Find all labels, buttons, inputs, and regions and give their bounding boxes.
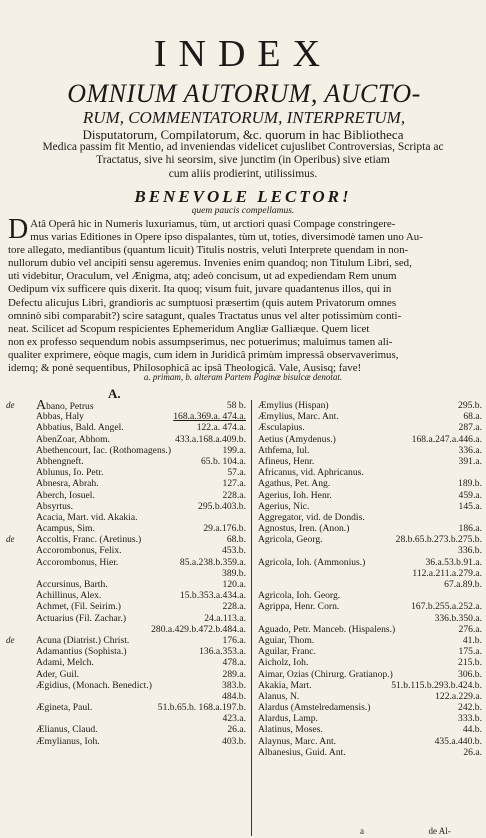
entry-pages: 478.a. — [222, 657, 246, 669]
entry-author: Acuna (Diatrist.) Christ. — [36, 634, 130, 646]
index-entry — [258, 747, 482, 758]
entry-pages: 389.b. — [222, 567, 246, 579]
entry-pages: 306.b. — [458, 668, 482, 680]
entry-pages: 189.b. — [458, 478, 482, 490]
benevole-heading: BENEVOLE LECTOR! — [134, 187, 352, 206]
entry-author: Agricola, Georg. — [258, 534, 323, 546]
entry-pages: 176.a. — [222, 634, 246, 646]
entry-author: Adamantius (Sophista.) — [36, 646, 127, 658]
entry-pages: 175.a. — [458, 646, 482, 658]
entry-author: Æmylius (Hispan) — [258, 400, 329, 411]
index-entry — [6, 568, 246, 579]
preface-line: idemq; & ponè sequentibus, Philosophicâ ac ipsâ Theologicâ. Vale, Ausisq; fave! — [8, 362, 362, 375]
entry-pages: 336.a. — [458, 444, 482, 456]
index-entry — [258, 434, 482, 445]
entry-author: Ælianus, Claud. — [36, 724, 98, 736]
index-entry — [6, 680, 246, 691]
preface-line: nullorum dubio vel ancipiti sensu ageremus. Invenies enim quandoq; non Titulum Libri, sed, — [8, 257, 412, 270]
entry-pages: 122.a.229.a. — [435, 690, 482, 702]
entry-pages: 287.a. — [458, 422, 482, 434]
index-entry — [258, 613, 482, 624]
entry-pages: 391.a. — [458, 455, 482, 467]
entry-pages: 29.a.176.b. — [203, 523, 246, 535]
index-entry — [6, 724, 246, 735]
entry-author: Acacia, Mart. vid. Akakia. — [36, 511, 138, 523]
index-entry — [258, 635, 482, 646]
preface-line: neat. Scilicet ad Scopum respicientes Ephemeridum Angliæ Galliæque. Quem licet — [8, 322, 370, 335]
preface-line: tore allegato, mediantibus (quantum licuit) Titulis nostris, veluti Interprete quendam in non- — [8, 244, 409, 257]
index-entry — [6, 545, 246, 556]
entry-author: Æginetа, Paul. — [36, 702, 93, 714]
index-entry — [6, 512, 246, 523]
entry-pages: 122.a. 474.a. — [196, 422, 246, 434]
entry-pages: 167.b.255.a.252.a. — [411, 601, 482, 613]
entry-author: Ader, Guil. — [36, 668, 80, 680]
index-entry — [6, 635, 246, 646]
footer-catchword — [360, 826, 451, 836]
entry-author: Actuarius (Fil. Zachar.) — [36, 612, 127, 624]
entry-author: Agrippa, Henr. Corn. — [258, 601, 340, 613]
entry-author: Agerius, Nic. — [258, 500, 310, 512]
entry-author: Accoltis, Franc. (Aretinus.) — [36, 534, 142, 546]
index-entry — [6, 657, 246, 668]
entry-pages: 336.b.350.a. — [434, 612, 482, 624]
entry-author: Accorombonus, Hier. — [36, 556, 119, 568]
index-entry — [6, 445, 246, 456]
index-entry — [258, 478, 482, 489]
index-entry — [6, 579, 246, 590]
entry-author: Alardus, Lamp. — [258, 713, 318, 725]
entry-pages: 58 b. — [226, 400, 246, 411]
entry-pages: 295.b.403.b. — [198, 500, 246, 512]
benevole-subheading: quem paucis compellamus. — [191, 206, 295, 216]
index-entry — [6, 601, 246, 612]
title-description — [10, 128, 476, 181]
entry-pages: 168.a.247.a.446.a. — [411, 433, 482, 445]
entry-pages: 36.a.53.b.91.a. — [425, 556, 482, 568]
entry-pages: 145.a. — [458, 500, 482, 512]
index-entry — [258, 568, 482, 579]
entry-author: Aggregator, vid. de Dondis. — [258, 511, 365, 523]
entry-pages: 51.b.115.b.293.b.424.b. — [391, 679, 482, 691]
index-entry — [6, 478, 246, 489]
index-entry — [258, 646, 482, 657]
index-entry — [258, 557, 482, 568]
entry-prefix: de — [6, 634, 15, 645]
preface-paragraph — [8, 214, 478, 375]
entry-pages: 215.b. — [458, 657, 482, 669]
entry-pages: 276.a. — [458, 623, 482, 635]
index-entry — [6, 624, 246, 635]
index-entry — [258, 523, 482, 534]
index-entry — [258, 601, 482, 612]
entry-author: Agricola, Ioh. Georg. — [258, 590, 341, 602]
index-entry — [258, 534, 482, 545]
entry-author: Ablunus, Io. Petr. — [36, 467, 104, 479]
preface-line: Defectu alicujus Libri, grandioris ac sumptuosi præsertim (quis autem Privatorum omnes — [8, 296, 397, 309]
index-entry — [258, 456, 482, 467]
entry-pages: 228.a. — [222, 489, 246, 501]
entry-author: Akakia, Mart. — [258, 679, 312, 691]
entry-author: Absyrtus. — [36, 500, 74, 512]
entry-pages: 433.a.168.a.409.b. — [175, 433, 246, 445]
entry-author: Aguilar, Franc. — [258, 646, 316, 658]
index-entry — [6, 691, 246, 702]
entry-pages: 26.a. — [463, 746, 482, 758]
entry-pages: 168.a.369.a. 474.a. — [173, 411, 246, 423]
index-column-left — [6, 400, 246, 747]
index-entry — [6, 456, 246, 467]
entry-pages: 24.a.113.a. — [204, 612, 246, 624]
index-entry — [6, 590, 246, 601]
entry-pages: 15.b.353.a.434.a. — [179, 590, 246, 602]
entry-author: Aguiar, Thom. — [258, 634, 315, 646]
entry-author: Aetius (Amydenus.) — [258, 433, 336, 445]
entry-author: Abnesra, Abrah. — [36, 478, 99, 490]
entry-author: AbenZoar, Abhom. — [36, 433, 110, 445]
entry-author: Africanus, vid. Aphricanus. — [258, 467, 364, 479]
entry-pages: 333.b. — [458, 713, 482, 725]
entry-author: Æsculapius. — [258, 422, 305, 434]
entry-author: Agathus, Pet. Ang. — [258, 478, 331, 490]
entry-pages: 280.a.429.b.472.b.484.a. — [151, 623, 246, 635]
page-subtitle-2: RUM, COMMENTATORUM, INTERPRETUM, — [82, 108, 406, 127]
index-entry — [258, 422, 482, 433]
preface-line: Oedipum vix sufficere quis dixerit. Ita quoq; visum fuit, juvare quadantenus illos, qui in — [8, 283, 392, 296]
entry-author: Agricola, Ioh. (Ammonius.) — [258, 556, 366, 568]
entry-author: Acampus, Sim. — [36, 523, 95, 535]
entry-pages: 85.a.238.b.359.a. — [179, 556, 246, 568]
entry-author: Æmylianus, Ioh. — [36, 735, 100, 747]
entry-pages: 242.b. — [458, 702, 482, 714]
section-letter: A. — [108, 386, 121, 401]
index-entry — [6, 534, 246, 545]
index-entry — [6, 736, 246, 747]
entry-author: Abbatius, Bald. Angel. — [36, 422, 124, 434]
preface-line: qualiter exprimere, eòque magis, cum idem in Juridicâ primùm impressâ observaverimus, — [8, 348, 399, 361]
drop-cap: D — [8, 214, 29, 245]
title-line: Medica passim fit Mentio, ad inveniendas videlicet cujuslibet Controversias, Scripta ac — [42, 141, 444, 154]
title-line: Disputatorum, Compilatorum, &c. quorum in hac Bibliotheca — [82, 128, 404, 142]
entry-pages: 186.a. — [458, 523, 482, 535]
index-entry — [6, 501, 246, 512]
entry-prefix: de — [6, 534, 15, 545]
entry-pages: 228.a. — [222, 601, 246, 613]
index-entry — [6, 422, 246, 433]
index-entry — [6, 646, 246, 657]
entry-author: Agerius, Ioh. Henr. — [258, 489, 332, 501]
index-entry — [258, 545, 482, 556]
index-entry — [258, 490, 482, 501]
entry-pages: 403.b. — [222, 735, 246, 747]
index-entry — [258, 624, 482, 635]
entry-author: Ægidius, (Monach. Benedict.) — [36, 679, 152, 691]
index-entry — [6, 613, 246, 624]
entry-pages: 484.b. — [222, 690, 246, 702]
page-title: INDEX — [153, 33, 333, 75]
index-entry — [258, 736, 482, 747]
entry-author: Accursinus, Barth. — [36, 579, 108, 590]
entry-author: Abhengneft. — [36, 455, 84, 467]
preface-line: omninò sibi comparabit?) scire satagunt, quales Tractatus unus vel alter potissimùm conti- — [8, 309, 402, 322]
title-line: cum aliis prodierint, utilissimus. — [168, 167, 318, 180]
entry-author: Adami, Melch. — [36, 657, 94, 669]
entry-pages: 136.a.353.a. — [199, 646, 246, 658]
entry-pages: 28.b.65.b.273.b.275.b. — [395, 534, 482, 546]
entry-author: Aimar, Ozias (Chirurg. Gratianop.) — [258, 668, 393, 680]
entry-pages: 120.a. — [222, 579, 246, 590]
index-entry — [6, 669, 246, 680]
index-entry — [6, 411, 246, 422]
entry-pages: 57.a. — [227, 467, 246, 479]
index-entry — [258, 590, 482, 601]
index-entry — [6, 467, 246, 478]
entry-pages: 289.a. — [222, 668, 246, 680]
entry-author: Accorombonus, Felix. — [36, 545, 122, 557]
entry-pages: 26.a. — [227, 724, 246, 736]
index-entry — [258, 669, 482, 680]
entry-author: Abbas, Haly — [36, 411, 84, 423]
entry-author: Abethencourt, Iac. (Rothomagens.) — [36, 444, 172, 456]
index-entry — [258, 467, 482, 478]
entry-author: Achmet, (Fil. Seirim.) — [36, 601, 121, 613]
entry-author: Aberch, Iosuel. — [36, 489, 95, 501]
entry-prefix: de — [6, 400, 15, 410]
index-entry — [6, 713, 246, 724]
index-entry — [258, 512, 482, 523]
footer-signature: a — [360, 826, 364, 836]
entry-pages: 383.b. — [222, 679, 246, 691]
entry-author: Alardus (Amstelredamensis.) — [258, 702, 371, 714]
index-entry — [6, 490, 246, 501]
index-entry — [258, 445, 482, 456]
entry-pages: 453.b. — [222, 545, 246, 557]
entry-author: Aicholz, Ioh. — [258, 657, 309, 669]
entry-author: Afineus, Henr. — [258, 455, 315, 467]
entry-pages: 44.b. — [462, 724, 482, 736]
page-subtitle: OMNIUM AUTORUM, AUCTO- — [67, 79, 421, 108]
page-note: a. primam, b. alteram Partem Paginæ bisulcæ denotat. — [143, 372, 343, 382]
index-entry — [258, 579, 482, 590]
footer-next-word: de Al- — [428, 826, 451, 836]
entry-pages: 199.a. — [222, 444, 246, 456]
preface-line: uti videbitur, Oraculum, vel Ænigma, atq; adeò concisum, ut ad expediendam Rem unum — [8, 270, 397, 283]
index-entry — [258, 657, 482, 668]
entry-pages: 127.a. — [222, 478, 246, 490]
entry-author: Albanesius, Guid. Ant. — [258, 746, 346, 758]
index-entry — [258, 501, 482, 512]
column-divider — [251, 400, 252, 836]
index-entry — [6, 434, 246, 445]
entry-pages: 51.b.65.b. 168.a.197.b. — [157, 702, 246, 714]
entry-pages: 68.b. — [226, 534, 246, 546]
index-entry — [258, 411, 482, 422]
entry-pages: 67.a.89.b. — [444, 579, 482, 590]
entry-author: Agnostus, Iren. (Anon.) — [258, 523, 350, 535]
entry-author: Abano, Petrus — [36, 398, 94, 413]
index-entry — [258, 702, 482, 713]
entry-author: Alanus, N. — [258, 690, 300, 702]
entry-author: Aguado, Petr. Manceb. (Hispalens.) — [258, 623, 396, 635]
entry-author: Æmylius, Marc. Ant. — [258, 411, 339, 423]
index-entry — [258, 400, 482, 411]
index-entry — [6, 557, 246, 568]
title-line: Tractatus, sive hi seorsim, sive junctim (in Operibus) sive etiam — [96, 154, 390, 167]
entry-pages: 336.b. — [458, 545, 482, 557]
preface-line: non ex professo sequendum nobis assumpserimus, nec potuerimus; maluimus tamen ali- — [8, 335, 393, 348]
preface-line: mus varias Editiones in Opere ipso dispalantes, tùm ut, toties, diversimodè tamen uno Au- — [30, 231, 423, 244]
entry-author: Achillinus, Alex. — [36, 590, 102, 602]
preface-line: Atâ Operâ hic in Numeris luxuriamus, tùm, ut arctiori quasi Compage constringere- — [30, 218, 396, 230]
entry-pages: 68.a. — [463, 411, 482, 423]
entry-pages: 112.a.211.a.279.a. — [412, 567, 482, 579]
entry-pages: 65.b. 104.a. — [200, 455, 246, 467]
index-entry — [6, 400, 246, 411]
index-entry — [6, 702, 246, 713]
entry-pages: 459.a. — [458, 489, 482, 501]
entry-author: Alaynus, Marc. Ant. — [258, 735, 337, 747]
index-column-right — [258, 400, 482, 758]
entry-pages: 41.b. — [462, 634, 482, 646]
entry-pages: 435.a.440.b. — [434, 735, 482, 747]
index-entry — [258, 680, 482, 691]
entry-author: Alatinus, Moses. — [258, 724, 323, 736]
index-entry — [258, 691, 482, 702]
index-entry — [258, 713, 482, 724]
entry-author: Athfema, Iul. — [258, 444, 310, 456]
index-entry — [6, 523, 246, 534]
entry-pages: 295.b. — [458, 400, 482, 411]
entry-pages: 423.a. — [222, 713, 246, 725]
index-entry — [258, 724, 482, 735]
